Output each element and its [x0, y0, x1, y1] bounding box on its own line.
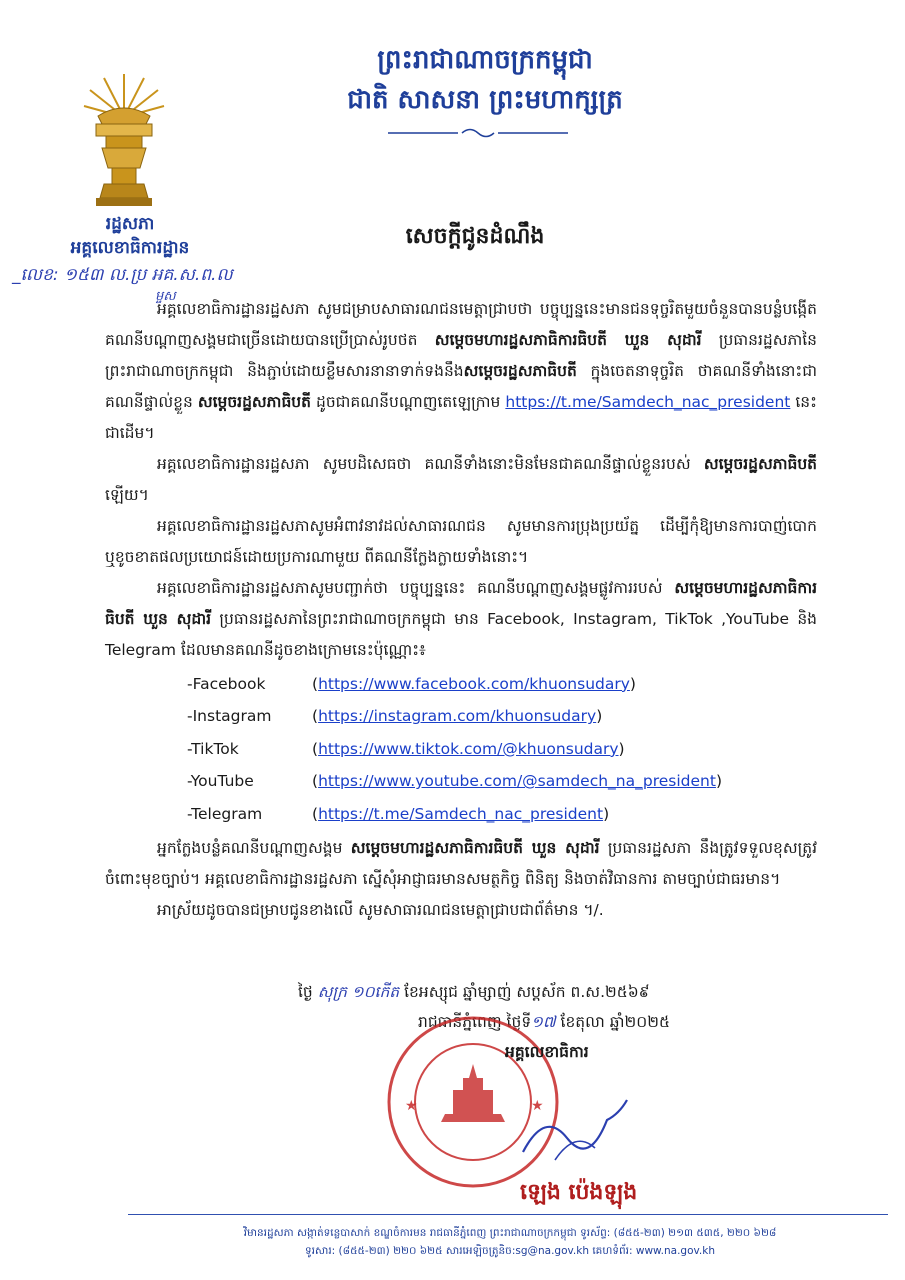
footer-divider [128, 1214, 888, 1215]
national-assembly-emblem [82, 72, 166, 208]
account-platform: -Facebook [187, 674, 266, 693]
p5-text-a: អ្នកក្លែងបន្លំគណនីបណ្តាញសង្គម [157, 838, 343, 857]
account-platform: -Instagram [187, 707, 272, 726]
signatory-name: ឡេង ប៉េងឡុង [520, 1180, 638, 1205]
list-item: -Telegram ( https://t.me/Samdech_nac_president ) [187, 798, 817, 831]
account-platform: -TikTok [187, 739, 239, 758]
footer-address: វិមានរដ្ឋសភា សង្កាត់ទន្លេបាសាក់ ខណ្ឌចំការមន រាជធានីភ្នំពេញ ព្រះរាជាណាចក្រកម្ពុជា ទូរស័ព្ទ: (៨៥៥-២៣) ២១៣ ៥៣៥, ២២០ ៦២៨ [243, 1227, 777, 1239]
footer-contact [140, 1224, 880, 1260]
instagram-link[interactable]: https://instagram.com/khuonsudary [318, 707, 597, 726]
facebook-link[interactable]: https://www.facebook.com/khuonsudary [318, 674, 630, 693]
handwritten-signature [515, 1090, 635, 1170]
lunar-date-handwritten: សុក្រ ១០កើត [317, 983, 400, 1001]
agency-name [40, 212, 220, 260]
solar-date-rest: ខែតុលា ឆ្នាំ២០២៥ [560, 1013, 670, 1031]
p1-text-c: ប្រធានរដ្ឋសភានៃព្រះរាជាណាចក្រកម្ពុជា និងភ្ជាប់ដោយខ្លឹមសារនានាទាក់ទងនឹង [105, 331, 817, 380]
fake-telegram-link[interactable]: https://t.me/Samdech_nac_president [505, 393, 791, 411]
paragraph-1 [105, 294, 817, 449]
p4-text-c: ប្រធានរដ្ឋសភានៃព្រះរាជាណាចក្រកម្ពុជា មាន Facebook, Instagram, TikTok ,YouTube និង Telegram ដែលមានគណនីដូចខាងក្រោមនេះប៉ុណ្ណោះ៖ [105, 610, 817, 659]
p2-text-a: អគ្គលេខាធិការដ្ឋានរដ្ឋសភា សូមបដិសេធថា គណនីទាំងនោះមិនមែនជាគណនីផ្ទាល់ខ្លួនរបស់ [157, 455, 691, 473]
national-motto: ជាតិ សាសនា ព្រះមហាក្សត្រ [347, 85, 623, 115]
kingdom-heading [250, 40, 720, 120]
official-accounts-list [187, 668, 817, 831]
paragraph-6: អាស្រ័យដូចបានជម្រាបជូនខាងលើ សូមសាធារណជនមេត្តាជ្រាបជាព័ត៌មាន ។/. [157, 900, 604, 919]
list-item: -Facebook ( https://www.facebook.com/khuonsudary ) [187, 668, 817, 701]
p1-text-e: ក្នុងចេតនាទុច្ចរិត ថាគណនីទាំងនោះជា គណនីផ្ទាល់ខ្លួន [105, 362, 817, 411]
reference-number: _លេខ: ១៥៣ ល.ប្រ អគ.ស.ព.ល [12, 265, 233, 285]
solar-date-prefix: រាជធានីភ្នំពេញ ថ្ងៃទី [418, 1013, 532, 1031]
document-body [105, 294, 817, 926]
p1-text-h: នេះជាដើម។ [105, 393, 817, 442]
p4-name-bold: សម្តេចមហារដ្ឋសភាធិការធិបតី ឃួន សុដារី [105, 579, 817, 628]
account-platform: -Telegram [187, 804, 263, 823]
lunar-date-prefix: ថ្ងៃ [298, 983, 313, 1001]
paragraph-5 [105, 833, 817, 895]
kingdom-name: ព្រះរាជាណាចក្រកម្ពុជា [377, 45, 593, 75]
lunar-date [298, 982, 650, 1005]
p5-text-c: ប្រធានរដ្ឋសភា នឹងត្រូវទទួលខុសត្រូវចំពោះមុខច្បាប់។ អគ្គលេខាធិការដ្ឋានរដ្ឋសភា ស្នើសុំអាជ្ញាធរមានសមត្ថកិច្ច ពិនិត្យ និងចាត់វិធានការ តាមច្បាប់ជាធរមាន។ [105, 838, 817, 888]
p1-text-a: អគ្គលេខាធិការដ្ឋានរដ្ឋសភា សូមជម្រាបសាធារណជនមេត្តាជ្រាបថា បច្ចុប្បន្ននេះមានជនទុច្ចរិតមួយចំនួនបានបន្លំបង្កើតគណនីបណ្តាញសង្គមជាច្រើនដោយបានប្រើប្រាស់រូបថត [105, 300, 817, 349]
document-title: សេចក្តីជូនដំណឹង [405, 224, 545, 249]
solar-day-handwritten: ១៧ [531, 1013, 556, 1031]
list-item: -Instagram ( https://instagram.com/khuonsudary ) [187, 701, 817, 734]
lunar-date-rest: ខែអស្សុជ ឆ្នាំម្សាញ់ សប្តស័ក ព.ស.២៥៦៩ [404, 983, 650, 1001]
reference-initials: ម្ចស [155, 289, 176, 304]
youtube-link[interactable]: https://www.youtube.com/@samdech_na_president [318, 772, 716, 791]
tiktok-link[interactable]: https://www.tiktok.com/@khuonsudary [318, 739, 619, 758]
p1-title-bold: សម្តេចរដ្ឋសភាធិបតី [463, 362, 577, 380]
p1-text-g: ដូចជាគណនីបណ្តាញតេឡេក្រាម [315, 393, 501, 411]
list-item: -YouTube ( https://www.youtube.com/@samdech_na_president ) [187, 766, 817, 799]
paragraph-2 [105, 449, 817, 511]
paragraph-4 [105, 573, 817, 666]
p2-title-bold: សម្តេចរដ្ឋសភាធិបតី [703, 455, 817, 473]
account-platform: -YouTube [187, 772, 254, 791]
agency-line-2: អគ្គលេខាធិការដ្ឋាន [70, 238, 190, 258]
telegram-link[interactable]: https://t.me/Samdech_nac_president [318, 804, 604, 823]
p4-text-a: អគ្គលេខាធិការដ្ឋានរដ្ឋសភាសូមបញ្ជាក់ថា បច្ចុប្បន្ននេះ គណនីបណ្តាញសង្គមផ្លូវការរបស់ [157, 579, 663, 597]
list-item: -TikTok ( https://www.tiktok.com/@khuonsudary ) [187, 733, 817, 766]
agency-line-1: រដ្ឋសភា [105, 214, 155, 234]
svg-text:★: ★ [405, 1098, 418, 1114]
footer-contacts: ទូរសារ: (៨៥៥-២៣) ២២០ ៦២៥ សារអេឡិចត្រូនិច:sg@na.gov.kh គេហទំព័រ: www.na.gov.kh [305, 1245, 715, 1257]
paragraph-3: អគ្គលេខាធិការដ្ឋានរដ្ឋសភាសូមអំពាវនាវដល់សាធារណជន សូមមានការប្រុងប្រយ័ត្ន ដើម្បីកុំឱ្យមានការបាញ់បោក ឬខូចខាតផលប្រយោជន៍ដោយប្រការណាមួយ ពីគណនីក្លែងក្លាយទាំងនោះ។ [105, 517, 817, 566]
p1-title-bold-2: សម្តេចរដ្ឋសភាធិបតី [197, 393, 311, 411]
svg-text:★: ★ [531, 1098, 544, 1114]
signatory-title: អគ្គលេខាធិការ [505, 1043, 589, 1061]
p2-text-c: ឡើយ។ [105, 486, 149, 504]
ornament-divider [378, 126, 578, 140]
p5-name-bold: សម្តេចមហារដ្ឋសភាធិការធិបតី ឃួន សុដារី [350, 838, 600, 857]
p1-name-bold: សម្តេចមហារដ្ឋសភាធិការធិបតី ឃួន សុដារី [434, 331, 702, 349]
